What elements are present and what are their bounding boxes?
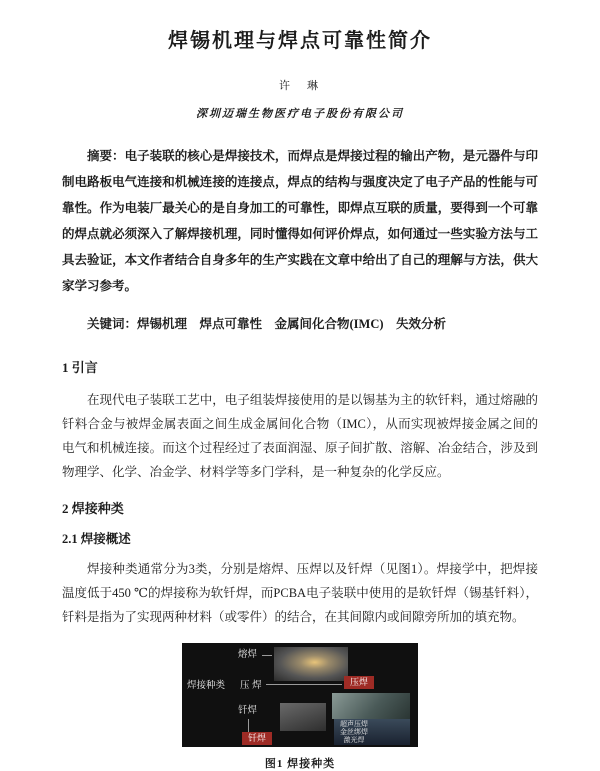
connector-line (262, 655, 272, 656)
figure-label-pressure-welding: 压 焊 (240, 680, 262, 691)
figure-note-line-laser: 激光焊 (343, 737, 365, 744)
figure-1-container (62, 643, 538, 771)
figure-note-pressure-methods (340, 721, 368, 745)
pressure-welding-photo (332, 693, 410, 719)
figure-note-line-ultrasonic: 超声压焊 (340, 721, 368, 728)
abstract-paragraph (62, 143, 538, 299)
figure-badge-brazing: 钎焊 (242, 732, 272, 745)
connector-line (248, 719, 249, 732)
affiliation: 深圳迈瑞生物医疗电子股份有限公司 (196, 108, 404, 120)
figure-label-brazing: 钎焊 (238, 705, 258, 716)
section-2-1-heading: 2.1 焊接概述 (62, 532, 131, 546)
solder-joint-photo (280, 703, 326, 731)
section-1-paragraph: 在现代电子装联工艺中，电子组装焊接使用的是以锡基为主的软钎料，通过熔融的钎料合金与被焊金属表面之间生成金属间化合物（IMC），从而实现被焊接金属之间的电气和机械连接。而这个过程经过了表面润湿、原子间扩散、溶解、冶金结合，涉及到物理学、化学、冶金学、材料学等多门学科，是一种复杂的化学反应。 (62, 393, 538, 479)
section-2-1-paragraph: 焊接种类通常分为3类，分别是熔焊、压焊以及钎焊（见图1）。焊接学中，把焊接温度低于450 ℃的焊接称为软钎焊，而PCBA电子装联中使用的是软钎焊（锡基钎料），钎料是指为了实现两种材料（或零件）的结合，在其间隙内或间隙旁所加的填充物。 (62, 562, 538, 624)
keywords-label: 关键词： (87, 317, 138, 331)
figure-label-welding-types-root: 焊接种类 (187, 680, 226, 691)
figure-caption: 图1 焊接种类 (264, 758, 336, 770)
abstract-label: 摘要： (87, 149, 125, 163)
section-2-heading: 2 焊接种类 (62, 501, 124, 516)
figure-note-line-wirebond: 金丝绑焊 (340, 729, 368, 736)
abstract-text: 电子装联的核心是焊接技术，而焊点是焊接过程的输出产物，是元器件与印制电路板电气连接和机械连接的连接点，焊点的结构与强度决定了电子产品的性能与可靠性。作为电装厂最关心的是自身加工的可靠性，即焊点互联的质量，要得到一个可靠的焊点就必须深入了解焊接机理，同时懂得如何评价焊点，如何通过一些实验方法与工具去验证，本文作者结合自身多年的生产实践在文章中给出了自己的理解与方法，供大家学习参考。 (62, 149, 538, 293)
figure-welding-types-image (182, 643, 418, 747)
author: 许 琳 (279, 80, 321, 92)
fusion-welding-photo (274, 647, 348, 681)
connector-line (266, 684, 342, 685)
figure-badge-pressure-welding: 压焊 (344, 676, 374, 689)
page-title: 焊锡机理与焊点可靠性简介 (168, 30, 432, 52)
keywords-text: 焊锡机理 焊点可靠性 金属间化合物(IMC) 失效分析 (137, 317, 447, 331)
section-1-heading: 1 引言 (62, 360, 98, 375)
keywords-line (62, 311, 538, 337)
figure-label-fusion-welding: 熔焊 (238, 649, 258, 660)
